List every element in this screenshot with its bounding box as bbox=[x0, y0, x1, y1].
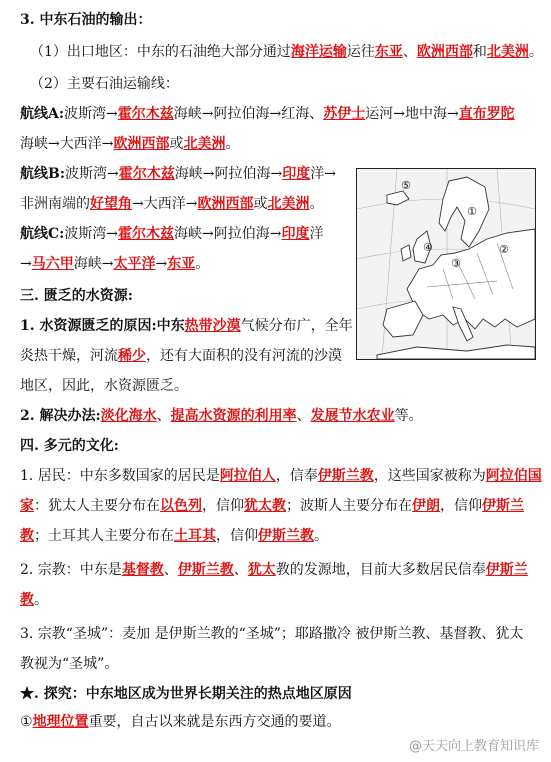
residents-line-1: 1. 居民：中东多数国家的居民是阿拉伯人，信奉伊斯兰教，这些国家被称为阿拉伯国 bbox=[20, 468, 542, 484]
answer: 霍尔木兹 bbox=[118, 166, 175, 182]
answer: 基督教 bbox=[121, 562, 164, 578]
route-a-line-2: 海峡→大西洋→欧洲西部或北美洲。 bbox=[20, 136, 240, 152]
water-solution-line: 2. 解决办法:淡化海水、提高水资源的利用率、发展节水农业等。 bbox=[20, 408, 423, 424]
answer: 教 bbox=[20, 528, 34, 544]
map-label: ④ bbox=[423, 241, 433, 254]
answer: 伊斯兰教 bbox=[317, 468, 374, 484]
map-label: ③ bbox=[451, 257, 461, 270]
residents-line-2: 家：犹太人主要分布在以色列，信仰犹太教；波斯人主要分布在伊朗，信仰伊斯兰 bbox=[20, 498, 524, 514]
answer: 欧洲西部 bbox=[113, 136, 170, 152]
route-b-line-2: 非洲南端的好望角→大西洋→欧洲西部或北美洲。 bbox=[20, 196, 324, 212]
water-reason-line-2: 炎热干燥，河流稀少，还有大面积的没有河流的沙漠 bbox=[20, 348, 342, 364]
route-a-line-1: 航线A:波斯湾→霍尔木兹海峡→阿拉伯海→红海、苏伊士运河→地中海→直布罗陀 bbox=[20, 106, 515, 122]
export-region-line: （1）出口地区：中东的石油绝大部分通过海洋运输运往东亚、欧洲西部和北美洲。 bbox=[30, 44, 543, 60]
watermark: @天天向上教育知识库 bbox=[408, 739, 539, 754]
answer: 北美洲 bbox=[486, 44, 529, 60]
answer: 阿拉伯国 bbox=[485, 468, 542, 484]
answer: 印度 bbox=[282, 166, 311, 182]
answer: 淡化海水 bbox=[100, 408, 157, 424]
answer: 伊斯兰 bbox=[482, 498, 524, 514]
explore-title: ★. 探究：中东地区成为世界长期关注的热点地区原因 bbox=[20, 686, 352, 702]
answer: 伊朗 bbox=[412, 498, 440, 514]
answer: 海洋运输 bbox=[290, 44, 347, 60]
explore-line-1: ①地理位置重要，自古以来就是东西方交通的要道。 bbox=[20, 714, 341, 730]
route-c-line-2: →马六甲海峡→太平洋→东亚。 bbox=[20, 256, 210, 272]
section-culture-title: 四. 多元的文化: bbox=[20, 438, 119, 454]
residents-line-3: 教；土耳其人主要分布在土耳其，信仰伊斯兰教。 bbox=[20, 528, 328, 544]
section-water-title: 三. 匮乏的水资源: bbox=[20, 288, 133, 304]
answer: 热带沙漠 bbox=[184, 318, 241, 334]
holy-city-line-1: 3. 宗教“圣城”：麦加 是伊斯兰教的“圣城”；耶路撒冷 被伊斯兰教、基督教、犹太 bbox=[20, 626, 524, 642]
answer: 犹太教 bbox=[244, 498, 286, 514]
answer: 霍尔木兹 bbox=[118, 226, 175, 242]
answer: 苏伊士 bbox=[323, 106, 366, 122]
answer: 太平洋 bbox=[113, 256, 156, 272]
answer: 霍尔木兹 bbox=[117, 106, 174, 122]
answer: 稀少 bbox=[118, 348, 146, 364]
answer: 印度 bbox=[281, 226, 310, 242]
answer: 以色列 bbox=[160, 498, 202, 514]
religion-line-1: 2. 宗教：中东是基督教、伊斯兰教、犹太教的发源地，目前大多数居民信奉伊斯兰 bbox=[20, 562, 528, 578]
answer: 土耳其 bbox=[174, 528, 216, 544]
route-b-line-1: 航线B:波斯湾→霍尔木兹海峡→阿拉伯海→印度洋→ bbox=[20, 166, 336, 182]
section-oil-export-title: 3. 中东石油的输出： bbox=[20, 12, 152, 28]
water-reason-line-3: 地区，因此，水资源匮乏。 bbox=[20, 378, 188, 394]
answer: 地理位置 bbox=[32, 714, 89, 730]
route-c-line-1: 航线C:波斯湾→霍尔木兹海峡→阿拉伯海→印度洋 bbox=[20, 226, 324, 242]
europe-map-image bbox=[356, 168, 536, 360]
answer: 好望角 bbox=[90, 196, 132, 212]
answer: 阿拉伯人 bbox=[219, 468, 276, 484]
answer: 东亚 bbox=[167, 256, 196, 272]
answer: 发展节水农业 bbox=[310, 408, 395, 424]
answer: 提高水资源的利用率 bbox=[170, 408, 297, 424]
answer: 欧洲西部 bbox=[416, 44, 473, 60]
answer: 直布罗陀 bbox=[458, 106, 515, 122]
water-reason-line-1: 1. 水资源匮乏的原因:中东热带沙漠气候分布广，全年 bbox=[20, 318, 353, 334]
answer: 教 bbox=[20, 592, 34, 608]
answer: 伊斯兰 bbox=[485, 562, 528, 578]
map-label: ② bbox=[499, 243, 509, 256]
answer: 北美洲 bbox=[267, 196, 310, 212]
map-label: ① bbox=[467, 205, 477, 218]
holy-city-line-2: 教视为“圣城”。 bbox=[20, 656, 119, 672]
answer: 马六甲 bbox=[31, 256, 74, 272]
answer: 家 bbox=[20, 498, 34, 514]
answer: 欧洲西部 bbox=[197, 196, 254, 212]
answer: 北美洲 bbox=[183, 136, 226, 152]
religion-line-2: 教。 bbox=[20, 592, 48, 608]
map-label: ⑤ bbox=[401, 179, 411, 192]
answer: 东亚 bbox=[374, 44, 403, 60]
answer: 犹太 bbox=[247, 562, 276, 578]
europe-map-svg bbox=[357, 169, 535, 359]
answer: 伊斯兰教 bbox=[177, 562, 234, 578]
answer: 伊斯兰教 bbox=[258, 528, 314, 544]
main-routes-label: （2）主要石油运输线： bbox=[30, 76, 179, 92]
